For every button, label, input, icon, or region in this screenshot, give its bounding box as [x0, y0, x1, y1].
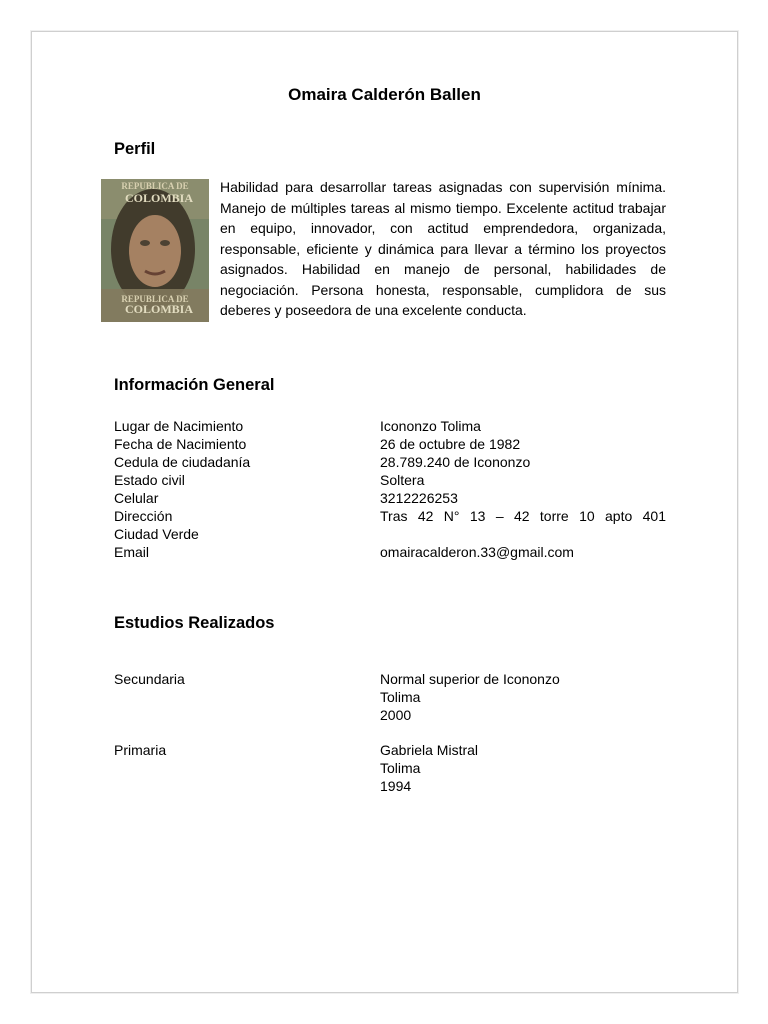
info-value: omairacalderon.33@gmail.com — [380, 544, 574, 560]
photo-watermark-bottom2: COLOMBIA — [124, 302, 194, 316]
info-label: Email — [114, 544, 150, 560]
info-value: Icononzo Tolima — [380, 418, 481, 434]
info-value: Tras 42 N° 13 – 42 torre 10 apto 401 — [380, 508, 666, 524]
study-details — [380, 670, 560, 724]
study-institution: Normal superior de Icononzo — [380, 671, 560, 687]
study-details — [380, 741, 478, 795]
study-level: Primaria — [114, 742, 167, 758]
info-value: 26 de octubre de 1982 — [380, 436, 521, 452]
photo-watermark-top2: COLOMBIA — [124, 191, 194, 205]
candidate-name: Omaira Calderón Ballen — [288, 85, 481, 104]
info-value: 28.789.240 de Icononzo — [380, 454, 531, 470]
photo-watermark-top: REPUBLICA DE — [121, 181, 189, 191]
photo-watermark-bottom: REPUBLICA DE — [121, 294, 189, 304]
study-year: 1994 — [380, 778, 412, 794]
study-level: Secundaria — [114, 671, 185, 687]
info-label: Celular — [114, 490, 159, 506]
info-value: 3212226253 — [380, 490, 458, 506]
info-label: Fecha de Nacimiento — [114, 436, 247, 452]
study-location: Tolima — [380, 760, 421, 776]
study-location: Tolima — [380, 689, 421, 705]
info-label: Ciudad Verde — [114, 526, 199, 542]
profile-photo — [101, 179, 209, 322]
info-label: Estado civil — [114, 472, 185, 488]
profile-description: Habilidad para desarrollar tareas asignadas con supervisión mínima. Manejo de múltiples tareas al mismo tiempo. Excelente actitud trabajar en equipo, innovador, con actitud emprendedora, organizada, responsable, eficiente y dinámica para llevar a término los proyectos asignados. Habilidad en manejo de personal, habilidades de negociación. Persona honesta, responsable, cumplidora de sus deberes y poseedora de una excelente conducta. — [220, 179, 666, 318]
study-year: 2000 — [380, 707, 412, 723]
profile-heading: Perfil — [114, 140, 156, 158]
studies-heading: Estudios Realizados — [114, 614, 275, 632]
resume-page — [31, 31, 738, 993]
general-info-heading: Información General — [114, 376, 275, 394]
study-institution: Gabriela Mistral — [380, 742, 479, 758]
info-label: Dirección — [114, 508, 173, 524]
info-value: Soltera — [380, 472, 425, 488]
info-label: Lugar de Nacimiento — [114, 418, 244, 434]
info-label: Cedula de ciudadanía — [114, 454, 251, 470]
